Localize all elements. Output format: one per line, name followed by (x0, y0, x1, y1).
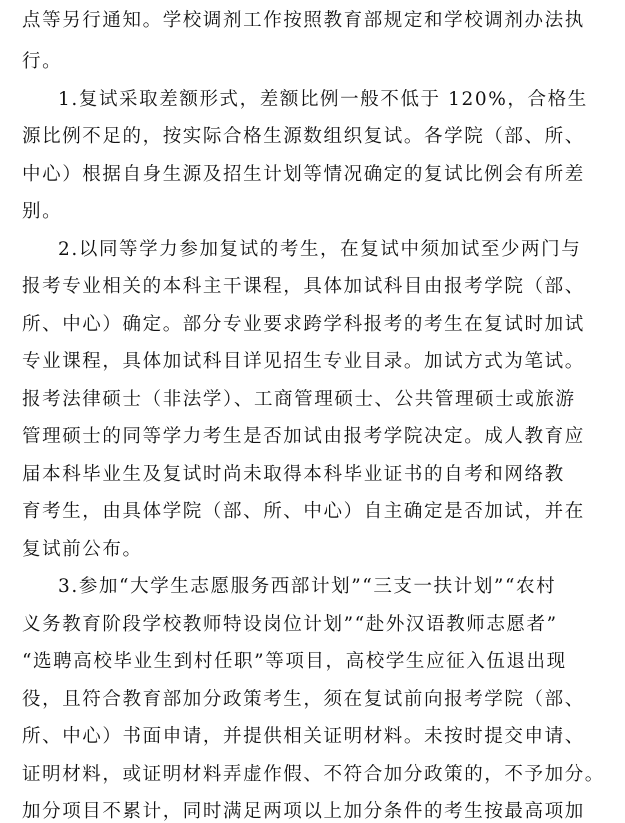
text-line: 所、中心）书面申请，并提供相关证明材料。未按时提交申请、 (22, 726, 585, 747)
text-line: 育考生，由具体学院（部、所、中心）自主确定是否加试，并在 (22, 501, 585, 522)
text-line: 别。 (22, 201, 63, 222)
text-line: 点等另行通知。学校调剂工作按照教育部规定和学校调剂办法执 (22, 10, 585, 31)
paragraph-2-start: 2.以同等学力参加复试的考生，在复试中须加试至少两门与 (58, 239, 582, 260)
text-line: 中心）根据自身生源及招生计划等情况确定的复试比例会有所差 (22, 164, 585, 185)
text-line: 管理硕士的同等学力考生是否加试由报考学院决定。成人教育应 (22, 426, 585, 447)
text-line: 专业课程，具体加试科目详见招生专业目录。加试方式为笔试。 (22, 351, 585, 372)
text-line: 报考法律硕士（非法学）、工商管理硕士、公共管理硕士或旅游 (22, 389, 576, 410)
text-line: 所、中心）确定。部分专业要求跨学科报考的考生在复试时加试 (22, 314, 585, 335)
text-line: 复试前公布。 (22, 539, 143, 560)
text-line: 证明材料，或证明材料弄虚作假、不符合加分政策的，不予加分。 (22, 764, 605, 785)
paragraph-1-start: 1.复试采取差额形式，差额比例一般不低于 120%，合格生 (58, 89, 588, 110)
text-line: 加分项目不累计，同时满足两项以上加分条件的考生按最高项加 (22, 801, 585, 822)
text-line: “选聘高校毕业生到村任职”等项目，高校学生应征入伍退出现 (22, 651, 567, 672)
text-line: 源比例不足的，按实际合格生源数组织复试。各学院（部、所、 (22, 126, 585, 147)
text-line: 义务教育阶段学校教师特设岗位计划”“赴外汉语教师志愿者” (22, 614, 558, 635)
text-line: 行。 (22, 51, 63, 72)
text-line: 报考专业相关的本科主干课程，具体加试科目由报考学院（部、 (22, 276, 585, 297)
text-line: 届本科毕业生及复试时尚未取得本科毕业证书的自考和网络教 (22, 464, 565, 485)
text-line: 役，且符合教育部加分政策考生，须在复试前向报考学院（部、 (22, 689, 585, 710)
paragraph-3-start: 3.参加“大学生志愿服务西部计划”“三支一扶计划”“农村 (58, 576, 557, 597)
